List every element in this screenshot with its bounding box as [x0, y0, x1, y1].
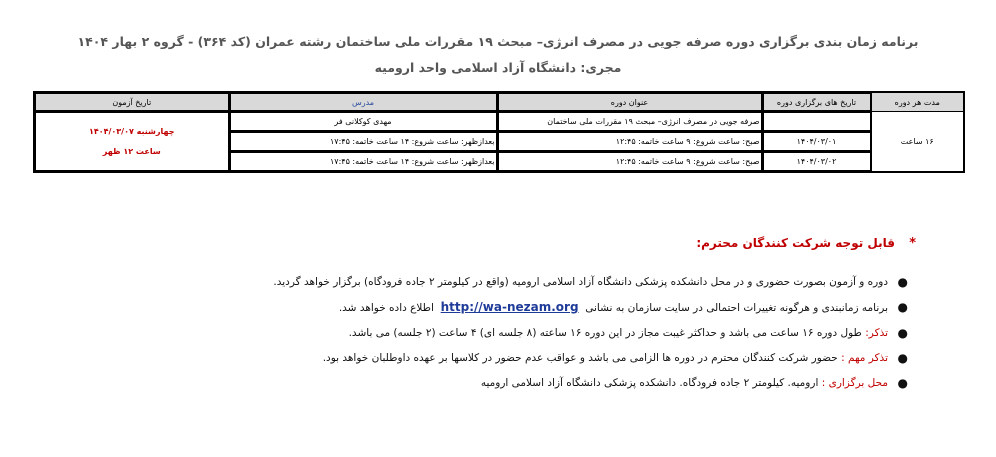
bullet-icon: ●: [897, 351, 908, 365]
note-label: تذکر:: [865, 327, 888, 339]
session-morning: صبح: ساعت شروع: ۹ ساعت خاتمه: ۱۲:۴۵: [497, 132, 762, 152]
bullet-icon: ●: [897, 326, 908, 340]
asterisk-icon: *: [909, 236, 916, 251]
list-item: [38, 295, 908, 321]
notes-list: [38, 270, 908, 396]
course-name-cell: صرفه جویی در مصرف انرژی– مبحث ۱۹ مقررات ملی ساختمان: [497, 112, 762, 132]
session-morning: صبح: ساعت شروع: ۹ ساعت خاتمه: ۱۲:۴۵: [497, 152, 762, 173]
session-afternoon: بعدازظهر: ساعت شروع: ۱۴ ساعت خاتمه: ۱۷:۴۵: [229, 152, 497, 173]
list-item: [38, 321, 908, 346]
notice-heading-text: قابل توجه شرکت کنندگان محترم:: [696, 236, 895, 250]
duration-cell: ۱۶ ساعت: [871, 112, 964, 173]
bullet-icon: ●: [897, 376, 908, 390]
note-text: ارومیه. کیلومتر ۲ جاده فرودگاه. دانشکده پزشکی دانشگاه آزاد اسلامی ارومیه: [480, 377, 819, 389]
instructor-cell: مهدی کوکلانی فر: [229, 112, 497, 132]
note-text: طول دوره ۱۶ ساعت می باشد و حداکثر غیبت مجاز در این دوره ۱۶ ساعته (۸ جلسه ای) ۴ ساعت (۲ جلسه) می باشد.: [348, 327, 862, 339]
note-text: دوره و آزمون بصورت حضوری و در محل دانشکده پزشکی دانشگاه آزاد اسلامی ارومیه (واقع در کیلومتر ۲ جاده فرودگاه) برگزار خواهد گردید.: [273, 276, 888, 288]
header-course-title: عنوان دوره: [497, 92, 762, 112]
note-label: محل برگزاری :: [821, 377, 888, 389]
session-date: ۱۴۰۴/۰۳/۰۲: [762, 152, 871, 173]
schedule-table: [33, 91, 965, 173]
header-duration: مدت هر دوره: [871, 92, 964, 112]
exam-time: ساعت ۱۲ ظهر: [102, 146, 161, 156]
note-text: برنامه زمانبندی و هرگونه تغییرات احتمالی در سایت سازمان به نشانی: [585, 302, 888, 314]
exam-day: چهارشنبه ۱۴۰۴/۰۳/۰۷: [88, 126, 175, 136]
table-header-row: [34, 92, 964, 112]
list-item: [38, 346, 908, 371]
date-empty-cell: [762, 112, 871, 132]
note-label: تذکر مهم :: [841, 352, 888, 364]
table-row: [34, 112, 964, 132]
note-text: حضور شرکت کنندگان محترم در دوره ها الزامی می باشد و عواقب عدم حضور در کلاسها بر عهده داوطلبان خواهد بود.: [322, 352, 838, 364]
header-dates: تاریخ های برگزاری دوره: [762, 92, 871, 112]
exam-date-cell: [34, 112, 229, 173]
list-item: [38, 270, 908, 295]
session-date: ۱۴۰۴/۰۳/۰۱: [762, 132, 871, 152]
header-exam-date: تاریخ آزمون: [34, 92, 229, 112]
session-afternoon: بعدازظهر: ساعت شروع: ۱۴ ساعت خاتمه: ۱۷:۴۵: [229, 132, 497, 152]
bullet-icon: ●: [897, 275, 908, 289]
list-item: [38, 371, 908, 396]
header-instructor: مدرس: [229, 92, 497, 112]
notice-heading: [696, 236, 916, 251]
bullet-icon: ●: [897, 300, 908, 314]
note-text: اطلاع داده خواهد شد.: [338, 302, 434, 314]
website-link[interactable]: http://wa-nezam.org: [440, 300, 579, 314]
page-subtitle: مجری: دانشگاه آزاد اسلامی واحد ارومیه: [374, 60, 622, 75]
page-title: برنامه زمان بندی برگزاری دوره صرفه جویی در مصرف انرژی– مبحث ۱۹ مقررات ملی ساختمان رشته عمران (کد ۳۶۴) - گروه ۲ بهار ۱۴۰۴: [77, 34, 919, 49]
